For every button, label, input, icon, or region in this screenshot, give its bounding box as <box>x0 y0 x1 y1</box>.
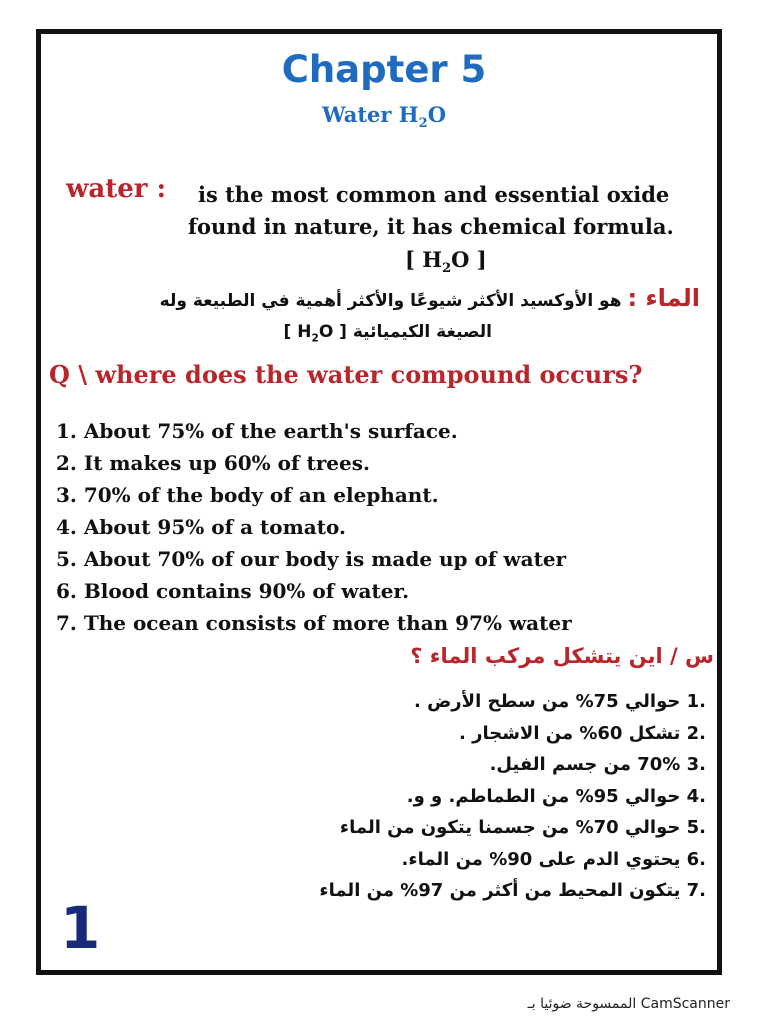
answer-list-ar <box>319 686 706 907</box>
list-item: .4 حوالي 95% من الطماطم. و و. <box>406 785 706 807</box>
definition-ar-line2-suffix: O ] <box>283 322 334 342</box>
definition-line-2: found in nature, it has chemical formula. <box>188 214 674 239</box>
formula-suffix: O ] <box>451 247 487 272</box>
list-item: .3 70% من جسم الفيل. <box>489 754 706 775</box>
list-item: 4. About 95% of a tomato. <box>56 515 346 539</box>
list-item: 3. 70% of the body of an elephant. <box>56 483 439 507</box>
definition-ar-subscript: 2 <box>311 332 319 345</box>
list-item: 6. Blood contains 90% of water. <box>56 579 410 603</box>
list-item: .7 يتكون المحيط من أكثر من 97% من الماء <box>319 880 706 901</box>
definition-line-1: is the most common and essential oxide <box>198 182 670 207</box>
chapter-subtitle <box>0 102 768 131</box>
definition-formula <box>405 247 487 276</box>
subtitle-suffix: O <box>427 102 446 127</box>
list-item: 5. About 70% of our body is made up of water <box>56 547 567 571</box>
list-item: .2 تشكل 60% من الاشجار . <box>459 722 706 744</box>
formula-prefix: [ H <box>405 247 443 272</box>
list-item: .1 حوالي 75% من سطح الأرض . <box>413 691 706 712</box>
list-item: 1. About 75% of the earth's surface. <box>56 419 458 443</box>
list-item: .6 يحتوي الدم على 90% من الماء. <box>401 848 706 870</box>
subtitle-prefix: Water H <box>321 102 419 127</box>
question-en: Q \ where does the water compound occurs? <box>49 360 643 389</box>
definition-ar-line-2 <box>284 322 492 344</box>
definition-term-en: water : <box>66 174 167 204</box>
definition-ar-line-1 <box>160 284 700 312</box>
question-ar: س / اين يتشكل مركب الماء ؟ <box>410 644 714 668</box>
list-item: 7. The ocean consists of more than 97% water <box>56 611 572 635</box>
subtitle-subscript: 2 <box>418 116 428 132</box>
definition-ar-text: هو الأوكسيد الأكثر شيوعًا والأكثر أهمية في الطبيعة وله <box>159 291 622 311</box>
scanner-footer: الممسوحة ضوئيا بـ CamScanner <box>527 996 730 1012</box>
definition-ar-line2-text: الصيغة الكيميائية [ H <box>297 322 492 342</box>
chapter-title: Chapter 5 <box>281 48 487 91</box>
formula-subscript: 2 <box>442 261 452 277</box>
page-number: 1 <box>60 894 101 962</box>
list-item: 2. It makes up 60% of trees. <box>56 451 370 475</box>
definition-term-ar: الماء : <box>627 284 700 312</box>
answer-list-en <box>56 415 572 639</box>
list-item: .5 حوالي 70% من جسمنا يتكون من الماء <box>339 817 706 838</box>
